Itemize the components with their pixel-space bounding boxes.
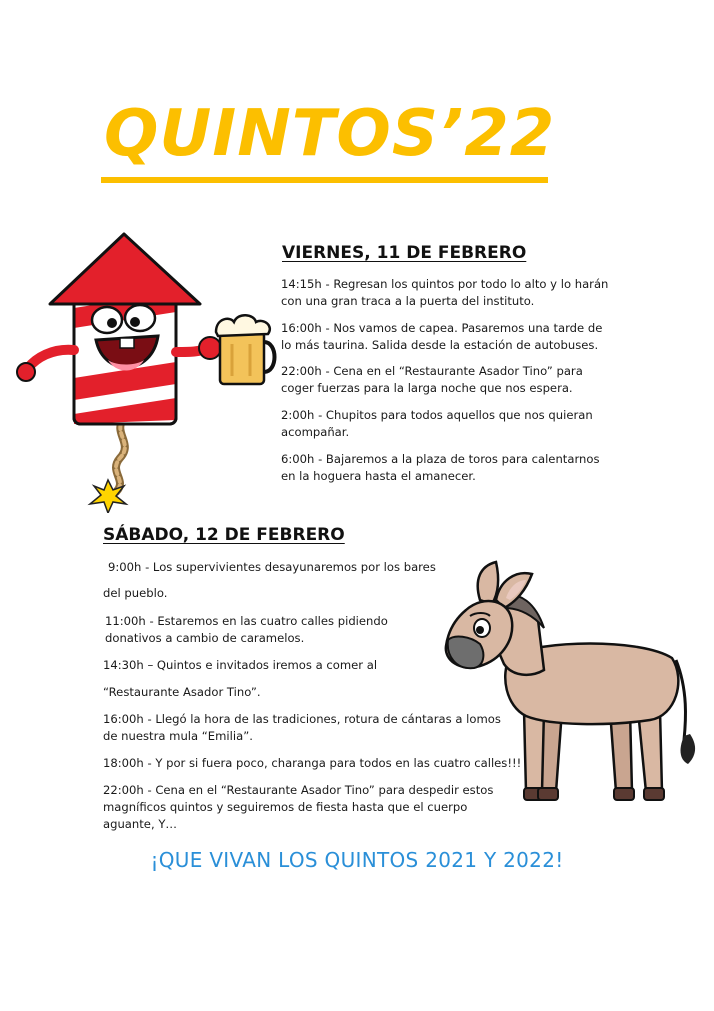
saturday-item-5: “Restaurante Asador Tino”. xyxy=(103,685,261,699)
saturday-item-8: 22:00h - Cena en el “Restaurante Asador Tino” para despedir estos magníficos quintos y seguiremos de fiesta hasta que el cuerpo aguante, Y… xyxy=(103,783,494,831)
saturday-heading: SÁBADO, 12 DE FEBRERO xyxy=(103,525,345,545)
friday-item-3: 22:00h - Cena en el “Restaurante Asador Tino” para coger fuerzas para la larga noche que nos espera. xyxy=(281,364,583,395)
friday-item-5: 6:00h - Bajaremos a la plaza de toros para calentarnos en la hoguera hasta el amanecer. xyxy=(281,452,600,483)
firework-rocket-illustration xyxy=(12,228,277,513)
friday-heading: VIERNES, 11 DE FEBRERO xyxy=(282,243,527,263)
donkey-illustration xyxy=(440,560,702,810)
title-underline xyxy=(101,177,548,183)
saturday-item-3: 11:00h - Estaremos en las cuatro calles pidiendo donativos a cambio de caramelos. xyxy=(105,614,388,645)
saturday-item-2: del pueblo. xyxy=(103,586,168,600)
friday-item-4: 2:00h - Chupitos para todos aquellos que nos quieran acompañar. xyxy=(281,408,593,439)
closing-slogan: ¡QUE VIVAN LOS QUINTOS 2021 Y 2022! xyxy=(150,848,564,872)
page-title: QUINTOS’22 xyxy=(104,97,556,171)
saturday-item-4: 14:30h – Quintos e invitados iremos a comer al xyxy=(103,658,378,672)
saturday-item-1: 9:00h - Los supervivientes desayunaremos por los bares xyxy=(108,560,436,574)
saturday-item-6: 16:00h - Llegó la hora de las tradiciones, rotura de cántaras a lomos de nuestra mula “Emilia”. xyxy=(103,712,501,743)
friday-item-2: 16:00h - Nos vamos de capea. Pasaremos una tarde de lo más taurina. Salida desde la estación de autobuses. xyxy=(281,321,603,352)
friday-item-1: 14:15h - Regresan los quintos por todo lo alto y lo harán con una gran traca a la puerta del instituto. xyxy=(281,277,609,308)
saturday-item-7: 18:00h - Y por si fuera poco, charanga para todos en las cuatro calles!!! xyxy=(103,756,522,770)
